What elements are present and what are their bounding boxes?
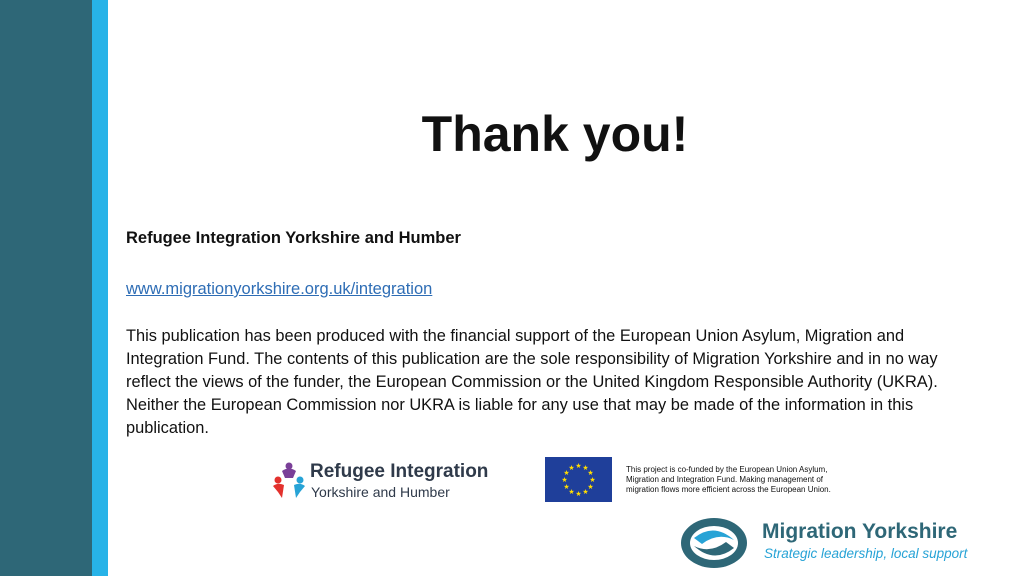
svg-text:★: ★ (563, 469, 570, 477)
svg-text:★: ★ (575, 462, 582, 470)
migration-yorkshire-tagline: Strategic leadership, local support (764, 546, 968, 561)
svg-text:★: ★ (589, 476, 596, 484)
rig-logo-title: Refugee Integration (310, 461, 489, 482)
svg-text:★: ★ (575, 490, 582, 498)
svg-text:★: ★ (582, 488, 589, 496)
slide-title: Thank you! (421, 106, 689, 162)
website-link[interactable]: www.migrationyorkshire.org.uk/integration (126, 280, 433, 298)
org-heading: Refugee Integration Yorkshire and Humber (126, 229, 461, 247)
svg-text:★: ★ (561, 476, 568, 484)
eu-stars-icon (545, 457, 612, 502)
people-figures-icon (272, 462, 306, 502)
eu-funding-statement: This project is co-funded by the European Union Asylum, Migration and Integration Fund. Making management of migration flows more efficient across the European Union. (626, 465, 831, 494)
svg-text:★: ★ (582, 464, 589, 472)
eu-flag-icon (545, 457, 612, 502)
side-band-dark (0, 0, 92, 576)
migration-yorkshire-emblem-icon (680, 516, 748, 570)
migration-yorkshire-name: Migration Yorkshire (762, 520, 958, 543)
side-band-light (92, 0, 108, 576)
funding-disclaimer: This publication has been produced with the financial support of the European Union Asylum, Migration and Integration Fund. The contents of this publication are the sole responsibility of Migration Yorkshire and in no way reflect the views of the funder, the European Commission or the United Kingdom Responsible Authority (UKRA). Neither the European Commission nor UKRA is liable for any use that may be made of the information in this publication. (126, 327, 938, 437)
svg-text:★: ★ (563, 483, 570, 491)
rig-logo-subtitle: Yorkshire and Humber (311, 484, 450, 500)
refugee-integration-logo (270, 458, 510, 508)
svg-text:★: ★ (587, 483, 594, 491)
svg-text:★: ★ (568, 488, 575, 496)
svg-text:★: ★ (587, 469, 594, 477)
svg-text:★: ★ (568, 464, 575, 472)
